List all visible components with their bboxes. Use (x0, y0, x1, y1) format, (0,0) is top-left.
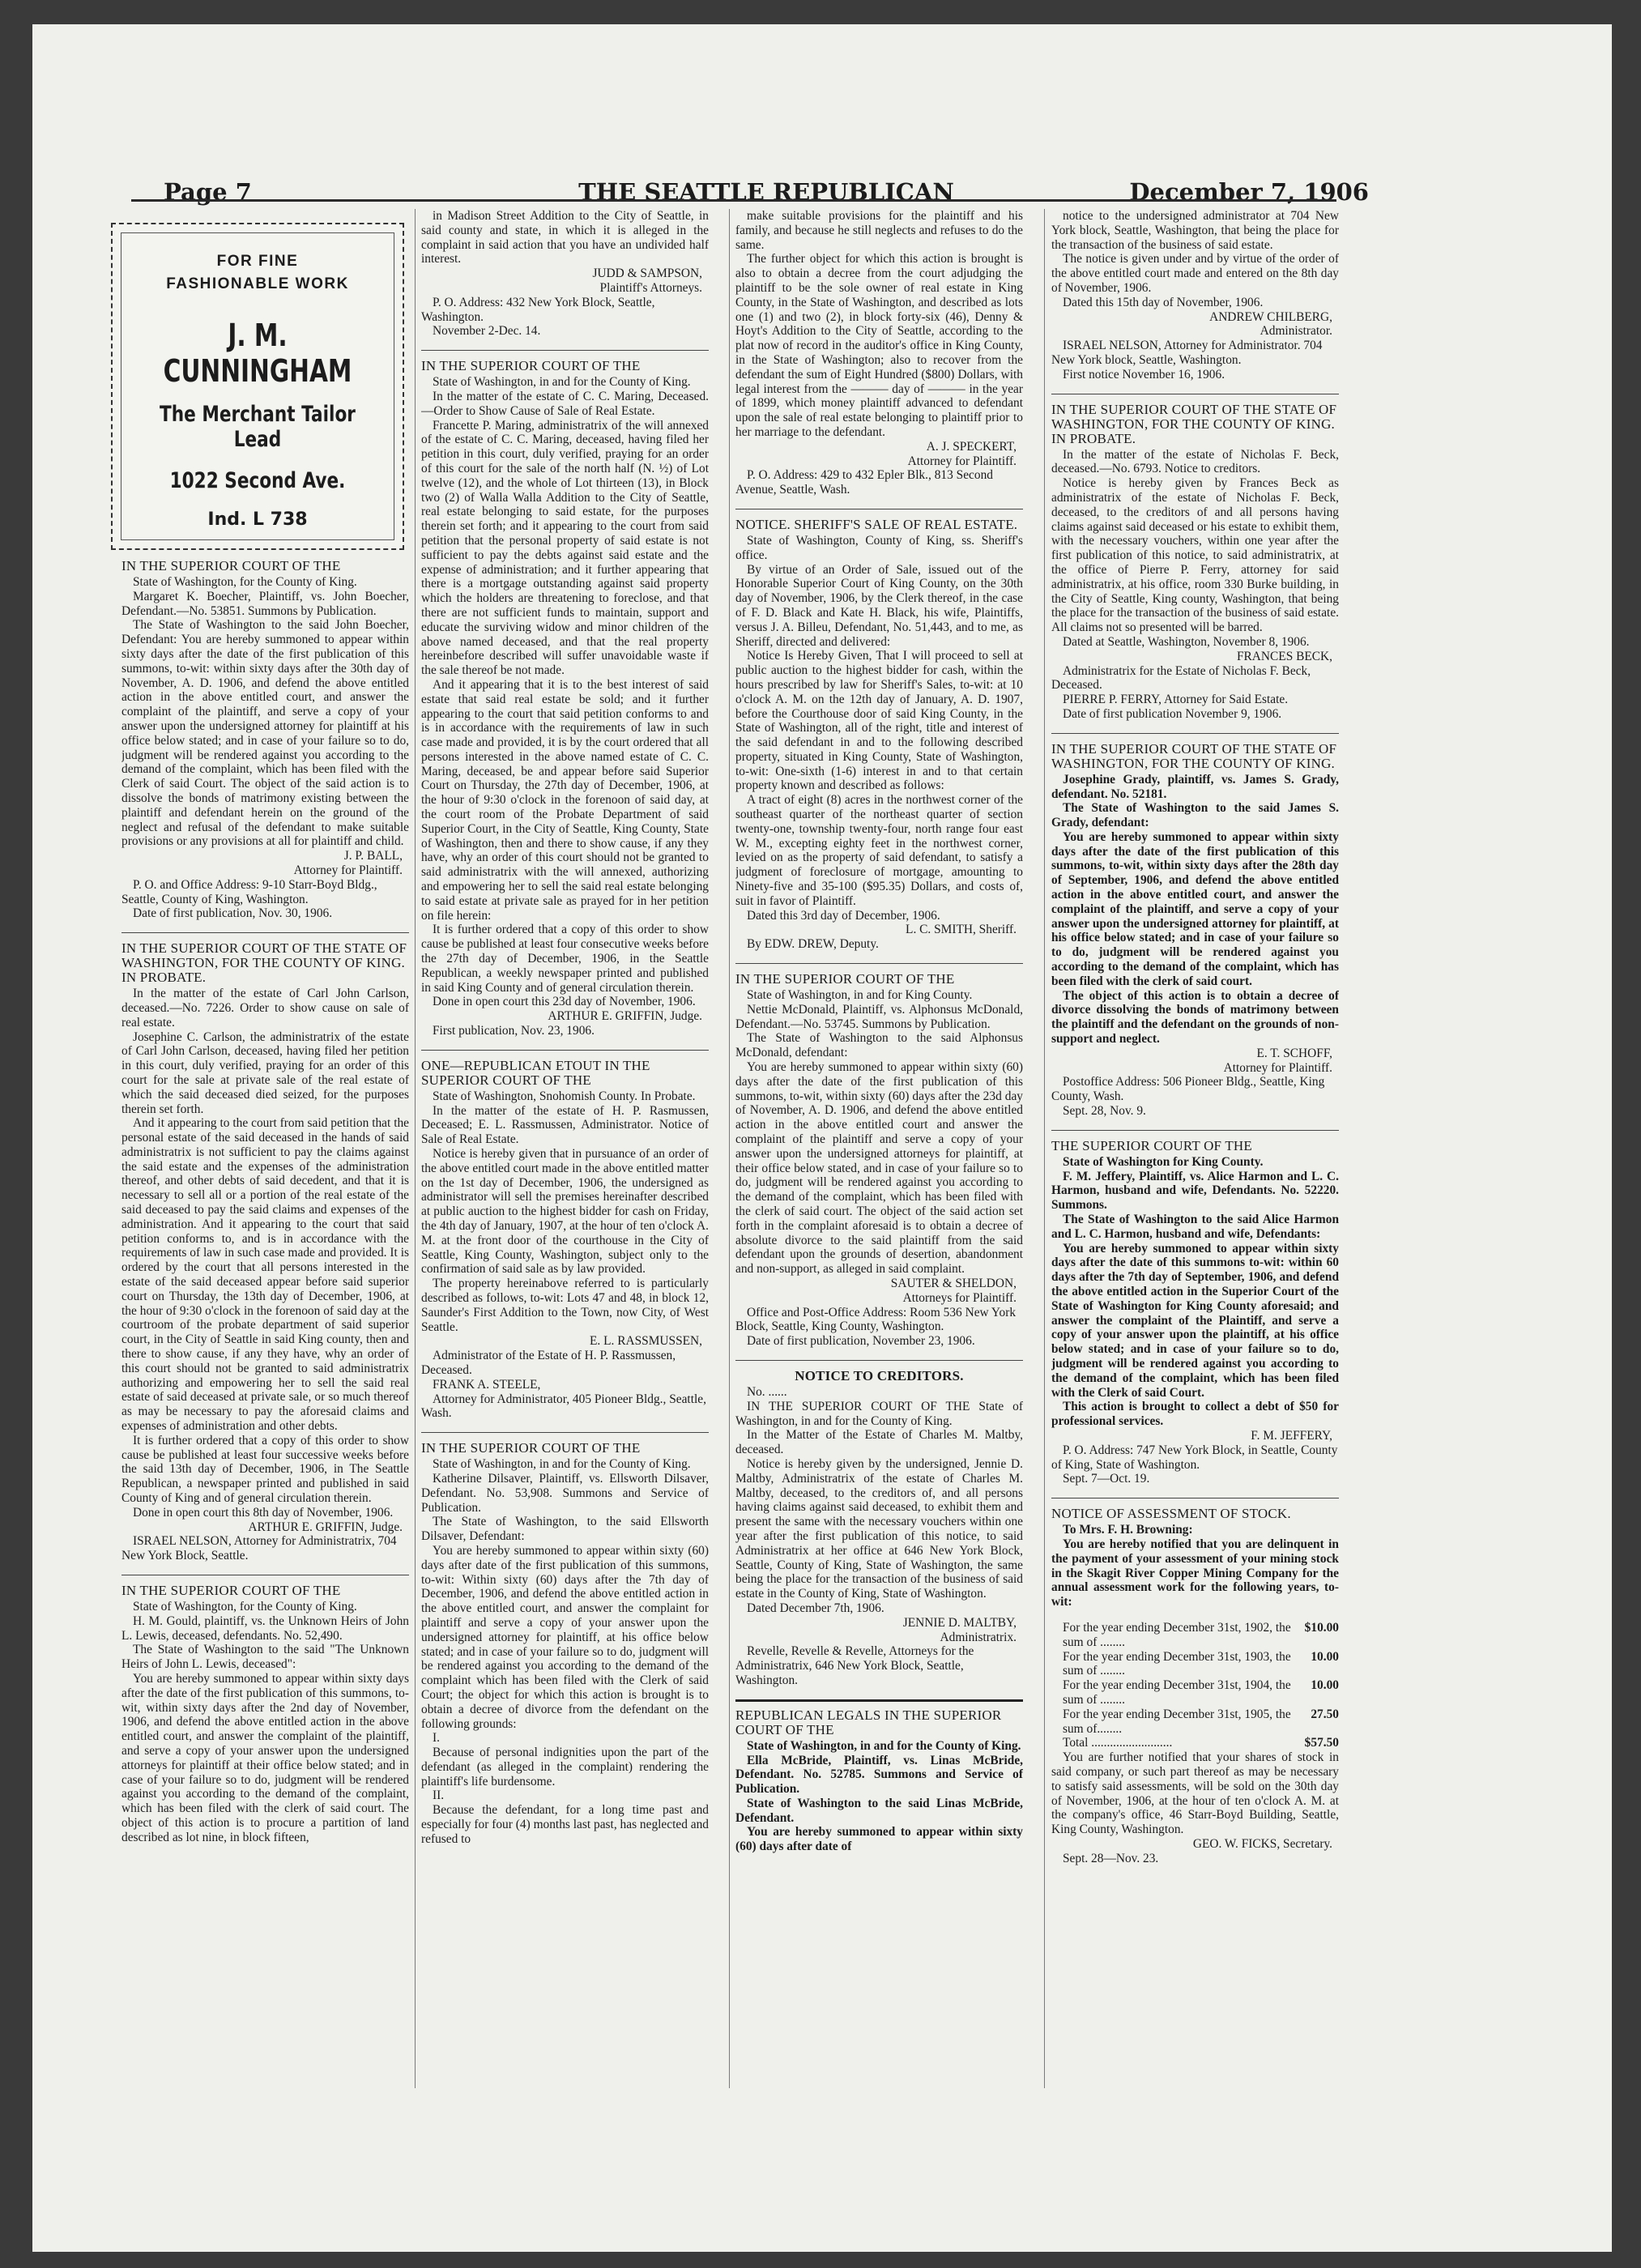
notice-paragraph: State of Washington, in and for the County of King. (433, 375, 691, 390)
notice-signature: Attorney for Plaintiff. (1223, 1060, 1332, 1075)
ad-line-2: FASHIONABLE WORK (166, 275, 349, 292)
notice-paragraph: State of Washington to the said Linas McBride, Defendant. (735, 1796, 1023, 1825)
notice-signature: ARTHUR E. GRIFFIN, Judge. (548, 1009, 702, 1024)
notice-paragraph: You are hereby summoned to appear within sixty days after the date of this summons to-wit: within 60 days after the 7th day of September, 1906, and defend the above entitled action in the Superior Court of the State of Washington for King County aforesaid; and answer the complaint of the Plaintiff, and serve a copy of your answer upon the plaintiff, at his office below stated; and in case of your failure so to do, judgment will be rendered against you according to the demand of the complaint, which has been filed with the Clerk of said Court. (1051, 1241, 1339, 1400)
stock-row-amount: $10.00 (1304, 1620, 1339, 1635)
notice-paragraph: You are hereby summoned to appear within sixty days after the date of the first publication of this summons, to-wit, within sixty days after the 28th day of September, 1906, and defend the above entitled action in the above entitled court, and answer the complaint of the plaintiff, and serve a copy of your answer upon the undersigned attorney for plaintiff, at his office below stated; and in case of your failure so to do, judgment will be rendered against you according to the demand of the complaint, which has been filed with the clerk of said court. (1051, 829, 1339, 988)
notice-paragraph: You are hereby notified that you are delinquent in the payment of your assessment of your mining stock in the Skagit River Copper Mining Company for the annual assessment work for the following years, to-wit: (1051, 1537, 1339, 1609)
notice-paragraph: Notice is hereby given by the undersigned, Jennie D. Maltby, Administratrix of the estate of Charles M. Maltby, deceased, to the creditors of, and all persons having claims against said deceased, to exhibit them and present the same with the necessary vouchers within one year after the first publication of this notice, to said Administratrix at her office at 646 New York Block, Seattle, County of King, State of Washington, the same being the place for the transaction of the business of said estate in the County of King, State of Washington. (735, 1456, 1023, 1601)
notice-publication: PIERRE P. FERRY, Attorney for Said Estate. (1063, 693, 1289, 707)
notice-paragraph: Katherine Dilsaver, Plaintiff, vs. Ellsworth Dilsaver, Defendant. No. 53,908. Summons and Service of Publication. (421, 1471, 709, 1515)
legal-notice (421, 209, 709, 339)
notice-signature: J. P. BALL, (343, 849, 403, 863)
notice-paragraph: To Mrs. F. H. Browning: (1063, 1523, 1193, 1537)
notice-signature: Attorney for Plaintiff. (293, 863, 403, 877)
notice-paragraph: You are hereby summoned to appear within sixty days after the date of the first publication of this summons, to-wit, within sixty days after the 2nd day of November, 1906, and defend the above entitled action in the above entitled court, and answer the complaint of the plaintiff, and serve a copy of your answer upon the undersigned attorneys for plaintiff at their office below stated; and in case of your failure so to do, judgment will be rendered against you according to the demand of the complaint, which has been filed with the clerk of said court. The object of this action is to procure a partition of land described as lot nine, in block fifteen, (121, 1671, 409, 1844)
notice-paragraph: The State of Washington to the said Alice Harmon and L. C. Harmon, husband and wife, Defendants: (1051, 1213, 1339, 1241)
notice-heading: REPUBLICAN LEGALS IN THE SUPERIOR COURT OF THE (735, 1707, 1002, 1737)
legal-notice (735, 209, 1023, 497)
notice-publication: Date of first publication, November 23, 1906. (747, 1334, 975, 1349)
notice-paragraph: make suitable provisions for the plaintiff and his family, and because he still neglects and refuses to do the same. (735, 209, 1023, 252)
notice-paragraph: Josephine C. Carlson, the administratrix of the estate of Carl John Carlson, deceased, having filed her petition in this court, duly verified, praying for an order of this court for the sale at private sale of the real estate of which the said deceased died seized, for the purposes therein set forth. (121, 1030, 409, 1116)
notice-signature: ARTHUR E. GRIFFIN, Judge. (248, 1520, 403, 1534)
notice-paragraph: State of Washington, County of King, ss. Sheriff's office. (735, 533, 1023, 562)
notice-signature: E. L. RASSMUSSEN, (590, 1334, 702, 1349)
legal-notice (735, 509, 1023, 952)
notice-publication: Postoffice Address: 506 Pioneer Bldg., Seattle, King County, Wash. (1051, 1075, 1325, 1104)
stock-row-label: For the year ending December 31st, 1905, the sum of........ (1063, 1707, 1291, 1736)
notice-paragraph: The object of this action is to obtain a decree of divorce dissolving the bonds of matrimony between the plaintiff and the defendant on the grounds of non-support and neglect. (1051, 988, 1339, 1047)
notice-publication: ISRAEL NELSON, Attorney for Administrator. 704 New York block, Seattle, Washington. (1051, 339, 1323, 367)
notice-heading: IN THE SUPERIOR COURT OF THE (421, 1440, 641, 1456)
stock-row-label: For the year ending December 31st, 1904, the sum of ........ (1063, 1678, 1291, 1707)
notice-paragraph: F. M. Jeffery, Plaintiff, vs. Alice Harmon and L. C. Harmon, husband and wife, Defendants. No. 52220. Summons. (1051, 1169, 1339, 1213)
legal-notice (1051, 209, 1339, 382)
stock-notice-text: You are further notified that your shares of stock in said company, or such part thereof as may be necessary to satisfy said assessments, will be sold on the 30th day of November, 1906, at the hour of ten o'clock A. M. at the company's office, 46 Starr-Boyd Building, Seattle, King County, Washington. (1051, 1750, 1339, 1837)
notice-paragraph: The State of Washington, to the said Ellsworth Dilsaver, Defendant: (421, 1515, 709, 1544)
column-1 (121, 559, 409, 1857)
page-number: Page 7 (164, 178, 252, 206)
notice-paragraph: Notice is hereby given that in pursuance of an order of the above entitled court made in the above entitled matter on the 1st day of December, 1906, the undersigned as administrator will sell the premises hereinafter described at public auction to the highest bidder for cash on Friday, the 4th day of January, 1907, at the hour of ten o'clock A. M. at the front door of the courthouse in the City of Seattle, King County, Washington, subject only to the confirmation of said sale as by law provided. (421, 1147, 709, 1277)
notice-heading: THE SUPERIOR COURT OF THE (1051, 1137, 1252, 1153)
stock-assessment-table (1051, 1621, 1339, 1866)
notice-heading: IN THE SUPERIOR COURT OF THE (121, 559, 341, 573)
notice-heading: NOTICE OF ASSESSMENT OF STOCK. (1051, 1506, 1291, 1522)
notice-paragraph: State of Washington, Snohomish County. In Probate. (433, 1089, 696, 1103)
notice-paragraph: notice to the undersigned administrator at 704 New York block, Seattle, Washington, that being the place for the transaction of the business of said estate. (1051, 209, 1339, 252)
stock-row (1051, 1650, 1339, 1679)
notice-paragraph: State of Washington, in and for King County. (747, 988, 973, 1003)
notice-heading: IN THE SUPERIOR COURT OF THE STATE OF WASHINGTON, FOR THE COUNTY OF KING. IN PROBATE. (121, 940, 407, 986)
column-2 (421, 209, 709, 1858)
notice-signature: L. C. SMITH, Sheriff. (906, 923, 1017, 937)
stock-row-amount: 27.50 (1311, 1707, 1339, 1721)
notice-publication: P. O. and Office Address: 9-10 Starr-Boyd Bldg., Seattle, County of King, Washington. (121, 877, 377, 906)
notice-signature: ANDREW CHILBERG, (1209, 309, 1332, 324)
notice-publication: P. O. Address: 432 New York Block, Seattle, Washington. (421, 295, 655, 324)
notice-signature: E. T. SCHOFF, (1256, 1046, 1332, 1060)
notice-paragraph: No. ...... (747, 1384, 787, 1399)
ad-tagline: The Merchant Tailor Lead (160, 402, 356, 452)
ad-phone: Ind. L 738 (207, 509, 308, 530)
stock-row (1051, 1707, 1339, 1737)
notice-paragraph: In the Matter of the Estate of Charles M. Maltby, deceased. (735, 1428, 1023, 1457)
notice-publication: ISRAEL NELSON, Attorney for Administratrix, 704 New York Block, Seattle. (121, 1534, 397, 1563)
column-divider (415, 209, 416, 2088)
ad-address: 1022 Second Ave. (169, 468, 346, 493)
notice-signature: JUDD & SAMPSON, (592, 266, 702, 281)
notice-publication: Attorney for Administrator, 405 Pioneer Bldg., Seattle, Wash. (421, 1392, 706, 1421)
notice-paragraph: Josephine Grady, plaintiff, vs. James S. Grady, defendant. No. 52181. (1051, 772, 1339, 801)
notice-paragraph: State of Washington, for the County of King. (133, 1600, 357, 1614)
legal-notice (735, 963, 1023, 1349)
notice-paragraph: State of Washington, for the County of King. (133, 575, 357, 589)
notice-paragraph: State of Washington, in and for the County of King. (747, 1738, 1021, 1753)
notice-paragraph: The property hereinabove referred to is particularly described as follows, to-wit: Lots 47 and 48, in block 12, Saunder's First Addition to the Town, now City, of West Seattle. (421, 1277, 709, 1334)
notice-publication: November 2-Dec. 14. (433, 324, 541, 339)
notice-paragraph: Notice Is Hereby Given, That I will proceed to sell at public auction to the highest bidder for cash, within the hours prescribed by law for Sheriff's Sales, to-wit: at 10 o'clock A. M. on the 12th day of January, A. D. 1907, before the Courthouse door of said King County, in the State of Washington, all of the right, title and interest of the said defendant in and to the following described property, situated in King County, State of Washington, to-wit: One-sixth (1-6) interest in and to that certain property known and described as follows: (735, 649, 1023, 793)
legal-notice (121, 1575, 409, 1845)
notice-paragraph: You are hereby summoned to appear within sixty (60) days after date of (735, 1825, 1023, 1854)
notice-paragraph: Notice is hereby given by Frances Beck as administratrix of the estate of Nicholas F. Beck, deceased, to the creditors of and all persons having claims against said deceased or his estate to exhibit them, with the necessary vouchers, within one year after the first publication of this notice, to said administratrix, at the office of Pierre P. Ferry, attorney for said administratrix, at his office, room 330 Burke building, in the City of Seattle, King county, Washington, that being the place for the transaction of the business of said estate. All claims not so presented will be barred. (1051, 476, 1339, 635)
notice-paragraph: A tract of eight (8) acres in the northwest corner of the southeast quarter of the northeast quarter of section twenty-one, township twenty-four, north range four east W. M., excepting eighty feet in the northwest corner, levied on as the property of said defendant, to satisfy a judgment of foreclosure of mortgage, amounting to Ninety-five and 35-100 ($95.35) Dollars, and costs of, suit in favor of Plaintiff. (735, 793, 1023, 908)
notice-paragraph: And it appearing that it is to the best interest of said estate that said real estate be sold; and it further appearing to the court that said petition conforms to and is in accordance with the requirements of law in such case made and provided, it is by the court ordered that all persons interested in the above named estate of C. C. Maring, deceased, be and appear before said Superior Court on Thursday, the 27th day of December, 1906, at the hour of 9:30 o'clock in the forenoon of said day, at the court room of the Probate Department of said Superior Court, in the City of Seattle, King County, State of Washington, then and there to show cause, if any they have, why an order of this court should not be granted to said administratrix with the will annexed, authorizing and empowering her to sell the said real estate belonging to said estate at private sale as prayed for in her petition on file herein: (421, 677, 709, 923)
legal-notice (421, 350, 709, 1038)
notice-paragraph: IN THE SUPERIOR COURT OF THE State of Washington, in and for the County of King. (735, 1399, 1023, 1428)
notice-paragraph: Dated this 3rd day of December, 1906. (747, 908, 940, 923)
notice-paragraph: In the matter of the estate of C. C. Maring, Deceased.—Order to Show Cause of Sale of Real Estate. (421, 389, 709, 418)
notice-heading: ONE—REPUBLICAN ETOUT IN THE SUPERIOR COURT OF THE (421, 1057, 650, 1088)
notice-publication: Office and Post-Office Address: Room 536 New York Block, Seattle, King County, Washington. (735, 1305, 1017, 1334)
legal-notice (421, 1050, 709, 1421)
notice-paragraph: And it appearing to the court from said petition that the personal estate of the said deceased in the hands of said administratrix is not sufficient to pay the claims against the said estate and the expenses of the administration thereof, and other debts of said decedent, and that it is necessary to sell all or a portion of the real estate of the said deceased to pay the said claims and expenses of the administration. And it appearing to the court that said petition conforms to, and is in accordance with the requirements of law in such case made and provided. It is ordered by the court that all persons interested in the estate of the said deceased appear before said superior court on Thursday, the 13th day of December, 1906, at the hour of 9:30 o'clock in the forenoon of said day at the courtroom of the probate department of said superior court, in the City of Seattle in said King county, then and there to show cause, if any they have, why an order of this court should not be granted to said administratrix authorizing and empowering her to sell the said real estate of said deceased at private sale, or so much thereof as may be necessary to pay the aforesaid claims and expenses of administration and other debts. (121, 1116, 409, 1434)
notice-heading: IN THE SUPERIOR COURT OF THE (421, 358, 641, 374)
ad-name: J. M. CUNNINGHAM (163, 318, 352, 389)
ad-line-1: FOR FINE (216, 253, 299, 270)
stock-total-row: Total .......................... $57.50 (1063, 1736, 1339, 1750)
notice-paragraph: The State of Washington to the said Alphonsus McDonald, defendant: (735, 1031, 1023, 1060)
notice-heading: IN THE SUPERIOR COURT OF THE STATE OF WASHINGTON, FOR THE COUNTY OF KING. IN PROBATE. (1051, 401, 1337, 446)
column-4 (1051, 209, 1339, 1865)
stock-signature: GEO. W. FICKS, Secretary. (1192, 1836, 1332, 1851)
stock-row-label: For the year ending December 31st, 1903, the sum of ........ (1063, 1649, 1291, 1678)
notice-paragraph: It is further ordered that a copy of this order to show cause be published at least four successive weeks before the said 13th day of December, 1906, in The Seattle Republican, a newspaper printed and published in said County of King and of general circulation therein. (121, 1433, 409, 1506)
notice-paragraph: Because of personal indignities upon the part of the defendant (as alleged in the complaint) rendering the plaintiff's life burdensome. (421, 1746, 709, 1788)
notice-signature: Administrator. (1260, 324, 1332, 339)
notice-publication: P. O. Address: 429 to 432 Epler Blk., 813 Second Avenue, Seattle, Wash. (735, 468, 993, 497)
stock-row-amount: 10.00 (1311, 1678, 1339, 1693)
notice-paragraph: In the matter of the estate of H. P. Rasmussen, Deceased; E. L. Rassmussen, Administrator. Notice of Sale of Real Estate. (421, 1103, 709, 1147)
notice-signature: Attorney for Plaintiff. (907, 454, 1017, 468)
notice-paragraph: State of Washington for King County. (1063, 1154, 1264, 1169)
notice-paragraph: Done in open court this 8th day of November, 1906. (133, 1505, 394, 1520)
header-rule (131, 199, 1336, 202)
notice-paragraph: I. (433, 1731, 440, 1746)
notice-publication: First notice November 16, 1906. (1063, 367, 1225, 382)
notice-publication: Sept. 7—Oct. 19. (1063, 1472, 1150, 1486)
column-divider (1044, 209, 1045, 2088)
notice-paragraph: The State of Washington to the said "The Unknown Heirs of John L. Lewis, deceased": (121, 1643, 409, 1672)
notice-heading: NOTICE TO CREDITORS. (795, 1367, 964, 1383)
notice-signature: SAUTER & SHELDON, (890, 1276, 1017, 1290)
notice-paragraph: This action is brought to collect a debt of $50 for professional services. (1051, 1400, 1339, 1429)
stock-row (1051, 1678, 1339, 1707)
legal-notice (735, 1699, 1023, 1854)
notice-paragraph: Dated at Seattle, Washington, November 8, 1906. (1063, 634, 1310, 649)
column-3 (735, 209, 1023, 1865)
notice-paragraph: Margaret K. Boecher, Plaintiff, vs. John Boecher, Defendant.—No. 53851. Summons by Publication. (121, 589, 409, 618)
notice-heading: NOTICE. SHERIFF'S SALE OF REAL ESTATE. (735, 516, 1018, 532)
notice-paragraph: State of Washington, in and for the County of King. (433, 1457, 691, 1472)
legal-notice (1051, 733, 1339, 1119)
notice-paragraph: You are hereby summoned to appear within sixty (60) days after date of the first publication of this summons, to-wit: Within sixty (60) days after the 7th day of December, 1906, and defend the above entitled action in the above entitled court, and answer the complaint for plaintiff and serve a copy of your answer upon the undersigned attorney for plaintiff, at his office below stated; and in case of your failure so to do, judgment will be rendered against you according to the demand of the complaint which has been filed with the Clerk of said Court; the object for which this action is brought is to obtain a decree of divorce from the defendant on the following grounds: (421, 1543, 709, 1731)
notice-signature: JENNIE D. MALTBY, (902, 1615, 1017, 1630)
legal-notice (1051, 394, 1339, 722)
notice-heading: IN THE SUPERIOR COURT OF THE STATE OF WASHINGTON, FOR THE COUNTY OF KING. (1051, 740, 1337, 771)
notice-publication: Sept. 28, Nov. 9. (1063, 1104, 1146, 1119)
notice-publication: First publication, Nov. 23, 1906. (433, 1024, 595, 1038)
column-divider (729, 209, 730, 2088)
stock-dates: Sept. 28—Nov. 23. (1063, 1851, 1159, 1865)
notice-paragraph: Dated December 7th, 1906. (747, 1601, 884, 1615)
notice-signature: FRANCES BECK, (1236, 649, 1332, 663)
notice-paragraph: Ella McBride, Plaintiff, vs. Linas McBride, Defendant. No. 52785. Summons and Service of Publication. (735, 1753, 1023, 1797)
tailor-advertisement (111, 223, 404, 550)
notice-paragraph: II. (433, 1788, 445, 1803)
notice-publication: Administratrix for the Estate of Nicholas F. Beck, Deceased. (1051, 663, 1311, 693)
notice-signature: A. J. SPECKERT, (926, 439, 1017, 454)
notice-paragraph: In the matter of the estate of Carl John Carlson, deceased.—No. 7226. Order to show cause on sale of real estate. (121, 987, 409, 1030)
notice-paragraph: The notice is given under and by virtue of the order of the above entitled court made and entered on the 8th day of November, 1906. (1051, 252, 1339, 295)
notice-paragraph: H. M. Gould, plaintiff, vs. the Unknown Heirs of John L. Lewis, deceased, defendants. No. 52,490. (121, 1614, 409, 1643)
notice-paragraph: The further object for which this action is brought is also to obtain a decree from the court adjudging the plaintiff to be the sole owner of real estate in King County, in the State of Washington, and described as lots one (1) and two (2), in block forty-six (46), Denny & Hoyt's Addition to the City of Seattle, according to the plat now of record in the auditor's office in King County, in the State of Washington; also to recover from the defendant the sum of Eight Hundred ($800) Dollars, with legal interest from the ——— day of ——— in the year of 1899, which money plaintiff advanced to defendant upon the sale of real estate belonging to plaintiff prior to her marriage to the defendant. (735, 252, 1023, 439)
notice-paragraph: Dated this 15th day of November, 1906. (1063, 295, 1264, 309)
notice-paragraph: The State of Washington to the said John Boecher, Defendant: You are hereby summoned to appear within sixty days after the date of the first publication of this summons, to-wit: within sixty days after the 30th day of November, A. D. 1906, and defend the above entitled action in the above entitled court, and answer the complaint of the plaintiff, and serve a copy of your answer upon the undersigned attorney for plaintiff at his office below stated; and in case of your failure so to do, judgment will be rendered against you according to the demand of the complaint, which has been filed with the Clerk of said Court. The object of the said action is to dissolve the bonds of matrimony existing between the plaintiff and defendant herein on the ground of the neglect and refusal of the defendant to make suitable provisions or any provisions at all for plaintiff and child. (121, 618, 409, 849)
stock-row-amount: 10.00 (1311, 1649, 1339, 1664)
legal-notice (1051, 1130, 1339, 1486)
notice-paragraph: In the matter of the estate of Nicholas F. Beck, deceased.—No. 6793. Notice to creditors. (1051, 447, 1339, 476)
notice-signature: Attorneys for Plaintiff. (902, 1290, 1017, 1305)
notice-paragraph: By virtue of an Order of Sale, issued out of the Honorable Superior Court of King County, on the 30th day of November, 1906, by the Clerk thereof, in the case of F. D. Black and Kate H. Black, his wife, Plaintiffs, versus J. A. Billeu, Defendant, No. 51,443, and to me, as Sheriff, directed and delivered: (735, 562, 1023, 649)
stock-row-label: For the year ending December 31st, 1902, the sum of ........ (1063, 1620, 1291, 1649)
notice-publication: By EDW. DREW, Deputy. (747, 937, 879, 952)
notice-signature: Administratrix. (940, 1630, 1017, 1644)
notice-publication: FRANK A. STEELE, (433, 1377, 541, 1392)
issue-date: December 7, 1906 (1129, 178, 1369, 206)
legal-notice (121, 559, 409, 921)
notice-publication: P. O. Address: 747 New York Block, in Seattle, County of King, State of Washington. (1051, 1443, 1338, 1472)
legal-notice (1051, 1498, 1339, 1609)
notice-publication: Administrator of the Estate of H. P. Rassmussen, Deceased. (421, 1349, 676, 1377)
notice-paragraph: You are hereby summoned to appear within sixty (60) days after the date of the first publication of this summons, to-wit, within sixty (60) days after the 23d day of November, A. D. 1906, and defend the above entitled action in the above entitled court and answer the complaint of the plaintiff and serve a copy of your answer upon the undersigned attorneys for plaintiff, at their office below stated, and in case of your failure so to do, judgment will be rendered against you according to the demand of the complaint, which has been filed with the clerk of said court. The object of the said action set forth in the complaint aforesaid is to obtain a decree of absolute divorce to the said plaintiff from the said defendant upon the grounds of desertion, abandonment and non-support, as alleged in said complaint. (735, 1060, 1023, 1277)
notice-publication: Revelle, Revelle & Revelle, Attorneys for the Administratrix, 646 New York Block, Seattle, Washington. (735, 1644, 974, 1687)
notice-paragraph: in Madison Street Addition to the City of Seattle, in said county and state, in which it is alleged in the complaint in said action that you have an undivided half interest. (421, 209, 709, 266)
notice-paragraph: The State of Washington to the said James S. Grady, defendant: (1051, 801, 1339, 830)
notice-signature: F. M. JEFFERY, (1251, 1428, 1332, 1443)
notice-paragraph: Because the defendant, for a long time past and especially for four (4) months last past, has neglected and refused to (421, 1803, 709, 1846)
newspaper-title: THE SEATTLE REPUBLICAN (578, 178, 954, 206)
notice-publication: Date of first publication, Nov. 30, 1906. (133, 906, 333, 921)
legal-notice (421, 1432, 709, 1847)
notice-paragraph: Nettie McDonald, Plaintiff, vs. Alphonsus McDonald, Defendant.—No. 53745. Summons by Publication. (735, 1002, 1023, 1031)
notice-heading: IN THE SUPERIOR COURT OF THE (735, 971, 955, 987)
notice-paragraph: Francette P. Maring, administratrix of the will annexed of the estate of C. C. Maring, deceased, having filed her petition in this court, duly verified, praying for an order of this court for the sale of the north half (N. ½) of Lot twelve (12), and the whole of Lot thirteen (13), in Block two (2) of Walla Walla Addition to the City of Seattle, real estate belonging to said estate, for the purposes therein set forth; and it appearing to the court from said petition that the personal property of said estate is not sufficient to pay the debts against said estate and the expense of administration; and it further appearing that there is a mortgage outstanding against said property which the holders are threatening to foreclose, and that there are not sufficient funds to maintain, support and educate the surviving widow and minor children of the above named deceased, and that the real property hereinbefore described will suffer unavoidable waste if the sale thereof be not made. (421, 418, 709, 678)
legal-notice (121, 932, 409, 1563)
notice-signature: Plaintiff's Attorneys. (599, 280, 702, 295)
notice-heading: IN THE SUPERIOR COURT OF THE (121, 1583, 341, 1598)
notice-paragraph: Done in open court this 23d day of November, 1906. (433, 995, 696, 1009)
notice-paragraph: It is further ordered that a copy of this order to show cause be published at least four consecutive weeks before the 27th day of December, 1906, in the Seattle Republican, a weekly newspaper printed and published in said King County and of general circulation therein. (421, 923, 709, 995)
legal-notice (735, 1360, 1023, 1688)
notice-publication: Date of first publication November 9, 1906. (1063, 706, 1282, 721)
stock-row (1051, 1621, 1339, 1650)
